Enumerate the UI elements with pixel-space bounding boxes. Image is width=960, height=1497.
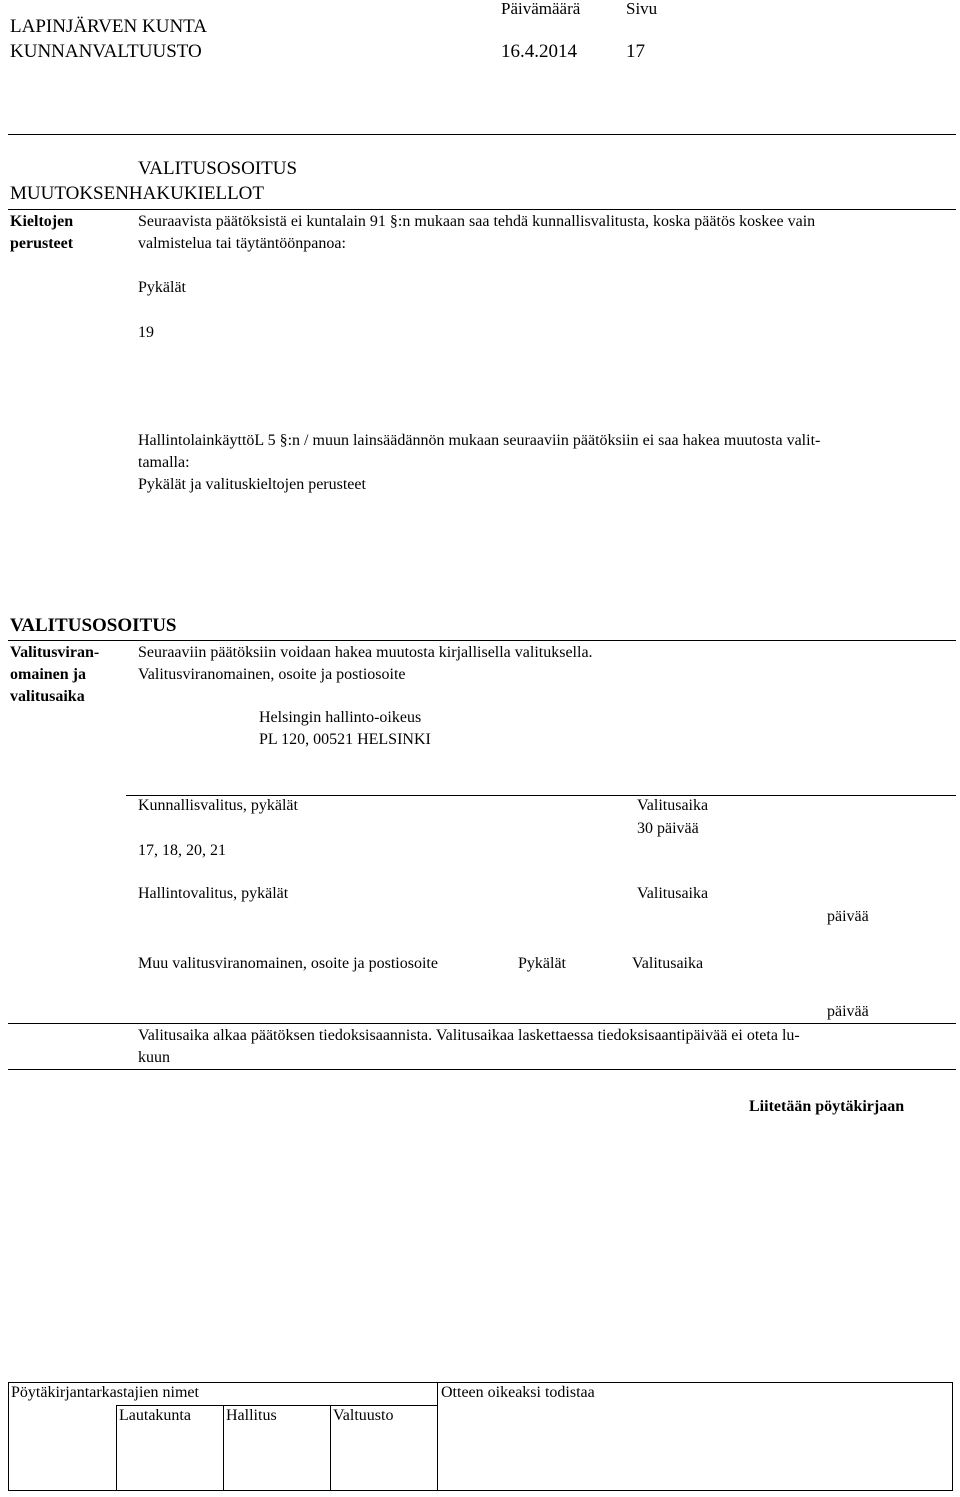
page-number: 17: [626, 41, 645, 62]
appeal-note-line2: kuun: [138, 1049, 170, 1066]
valitusaika-value-1: 30 päivää: [637, 820, 699, 837]
appeal-text-line1: Seuraaviin päätöksiin voidaan hakea muutosta kirjallisella valituksella.: [138, 644, 593, 661]
section1-side-label-1: Kieltojen: [10, 213, 74, 230]
section2-title: VALITUSOSOITUS: [10, 615, 177, 636]
appeal-note-line1: Valitusaika alkaa päätöksen tiedoksisaannista. Valitusaikaa laskettaessa tiedoksisaantipäivää ei oteta lu-: [138, 1027, 800, 1044]
appeal-text-line2: Valitusviranomainen, osoite ja postiosoite: [138, 666, 406, 683]
footer-certify-label: Otteen oikeaksi todistaa: [441, 1384, 595, 1401]
pykalat-value: 19: [138, 324, 154, 341]
hallinto-text-line1: HallintolainkäyttöL 5 §:n / muun lainsäädännön mukaan seuraaviin päätöksiin ei saa hakea muutosta valit-: [138, 432, 821, 449]
footer-col-border-3: [330, 1405, 331, 1491]
kunnallisvalitus-label: Kunnallisvalitus, pykälät: [138, 797, 298, 814]
restriction-text-line1: Seuraavista päätöksistä ei kuntalain 91 §:n mukaan saa tehdä kunnallisvalitusta, koska päätös koskee vain: [138, 213, 816, 230]
footer-col-lautakunta: Lautakunta: [119, 1407, 191, 1424]
appeal-note-rule: [8, 1023, 956, 1024]
pykalat-label: Pykälät: [138, 279, 186, 296]
footer-left-border: [8, 1382, 9, 1491]
footer-checkers-label: Pöytäkirjantarkastajien nimet: [11, 1384, 199, 1401]
section1-title: VALITUSOSOITUS: [138, 158, 298, 179]
hallinto-text-line2: tamalla:: [138, 454, 190, 471]
org-name: LAPINJÄRVEN KUNTA: [10, 16, 207, 37]
section1-subtitle: MUUTOKSENHAKUKIELLOT: [10, 183, 265, 204]
muu-valitusviranomainen-label: Muu valitusviranomainen, osoite ja postiosoite: [138, 955, 438, 972]
paivaa-1: päivää: [827, 908, 869, 925]
kunnallisvalitus-value: 17, 18, 20, 21: [138, 842, 226, 859]
hallintovalitus-label: Hallintovalitus, pykälät: [138, 885, 289, 902]
section1-side-label-2: perusteet: [10, 235, 74, 252]
hallinto-text-line3: Pykälät ja valituskieltojen perusteet: [138, 476, 366, 493]
date-value: 16.4.2014: [501, 41, 577, 62]
header-divider: [8, 134, 956, 135]
section2-side-label-3: valitusaika: [10, 688, 85, 705]
footer-top-rule: [8, 1382, 953, 1383]
muu-pykalat-label: Pykälät: [518, 955, 566, 972]
date-label: Päivämäärä: [501, 0, 581, 18]
footer-col-valtuusto: Valtuusto: [333, 1407, 394, 1424]
valitusaika-label-2: Valitusaika: [637, 885, 709, 902]
page-label: Sivu: [626, 0, 658, 18]
footer-col-border-2: [223, 1405, 224, 1491]
appeal-bottom-rule: [8, 1069, 956, 1070]
section2-side-label-1: Valitusviran-: [10, 644, 100, 661]
council-name: KUNNANVALTUUSTO: [10, 41, 202, 62]
section2-side-label-2: omainen ja: [10, 666, 86, 683]
authority-address: PL 120, 00521 HELSINKI: [259, 731, 431, 748]
attach-to-minutes: Liitetään pöytäkirjaan: [749, 1098, 905, 1115]
footer-col-border-1: [116, 1405, 117, 1491]
footer-col-hallitus: Hallitus: [226, 1407, 277, 1424]
appeal-table-top-rule: [126, 795, 956, 796]
section1-divider: [8, 209, 956, 210]
footer-right-border: [952, 1382, 953, 1491]
valitusaika-label-3: Valitusaika: [632, 955, 704, 972]
paivaa-2: päivää: [827, 1003, 869, 1020]
valitusaika-label-1: Valitusaika: [637, 797, 709, 814]
footer-bottom-rule: [8, 1490, 953, 1491]
section2-divider: [8, 640, 956, 641]
authority-name: Helsingin hallinto-oikeus: [259, 709, 422, 726]
footer-inner-rule: [116, 1405, 437, 1406]
restriction-text-line2: valmistelua tai täytäntöönpanoa:: [138, 235, 346, 252]
footer-middle-border: [437, 1382, 438, 1491]
